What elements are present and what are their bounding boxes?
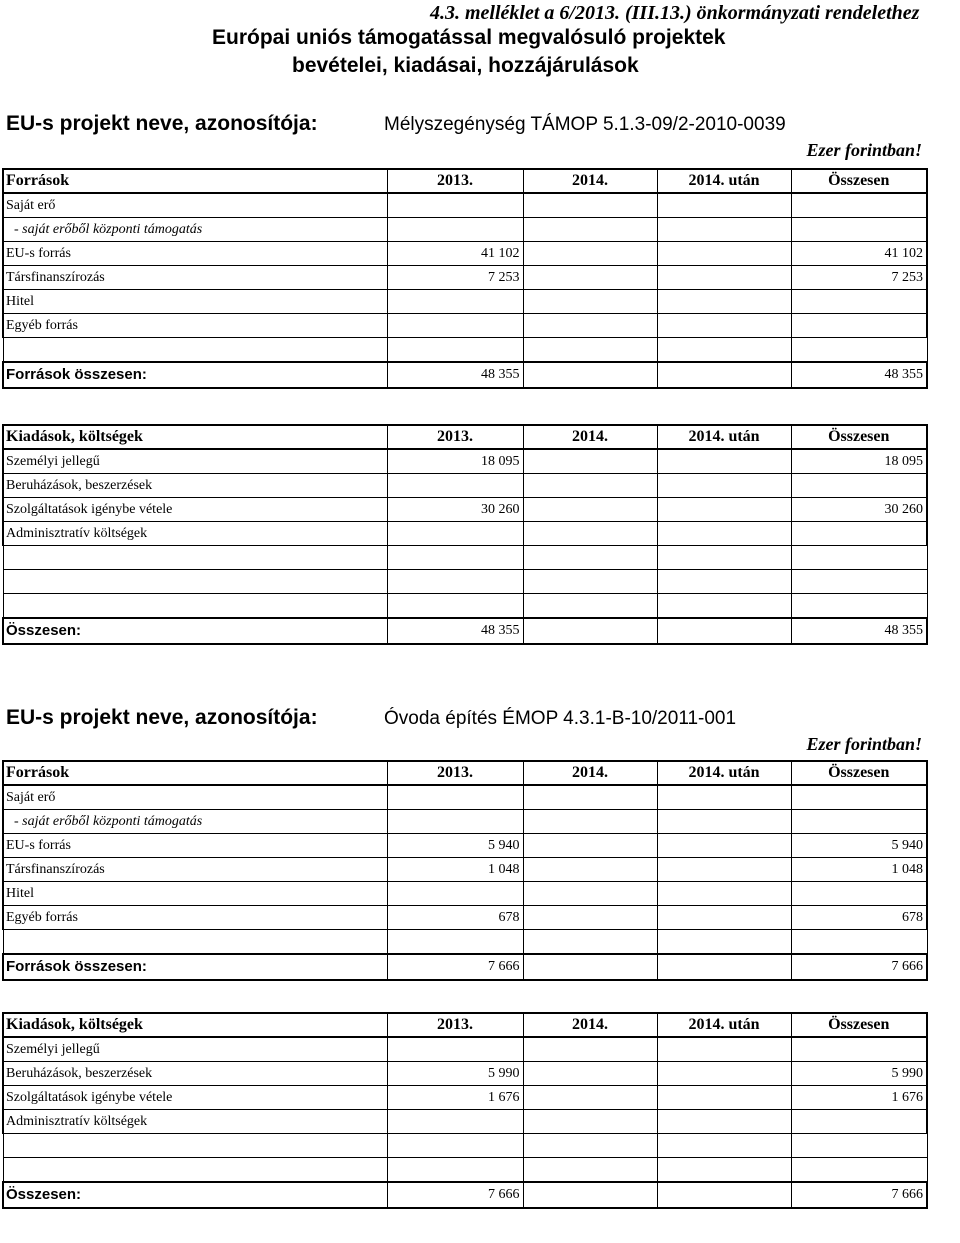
cell-2013: 1 676	[387, 1086, 523, 1110]
header-after-2014: 2014. után	[657, 425, 791, 449]
empty-row	[3, 1158, 927, 1183]
header-2014: 2014.	[523, 425, 657, 449]
cell-2013	[387, 522, 523, 546]
cell-total	[791, 785, 927, 810]
row-label: Hitel	[3, 882, 387, 906]
cell-2013: 30 260	[387, 498, 523, 522]
header-after-2014: 2014. után	[657, 169, 791, 193]
header-sources: Források	[3, 169, 387, 193]
cell-2013	[387, 1110, 523, 1134]
cell-total: 30 260	[791, 498, 927, 522]
cell-total	[791, 1037, 927, 1062]
cell-2013: 1 048	[387, 858, 523, 882]
header-2013: 2013.	[387, 761, 523, 785]
header-total: Összesen	[791, 1013, 927, 1037]
cell-total	[791, 1110, 927, 1134]
header-2013: 2013.	[387, 169, 523, 193]
row-label: Társfinanszírozás	[3, 858, 387, 882]
cell-total	[791, 218, 927, 242]
project-name: Mélyszegénység TÁMOP 5.1.3-09/2-2010-0039	[384, 114, 786, 135]
cell-total	[791, 193, 927, 218]
table-row	[3, 1062, 927, 1086]
cell-2013: 7 253	[387, 266, 523, 290]
header-after-2014: 2014. után	[657, 761, 791, 785]
cell-2013	[387, 474, 523, 498]
table-header-row	[3, 1013, 927, 1037]
project-1-expenses-table	[2, 424, 928, 645]
table-row	[3, 314, 927, 338]
row-label: Adminisztratív költségek	[3, 522, 387, 546]
currency-unit-note: Ezer forintban!	[806, 734, 922, 754]
header-total: Összesen	[791, 425, 927, 449]
empty-row	[3, 338, 927, 363]
sources-total-label: Források összesen:	[3, 362, 387, 388]
header-2014: 2014.	[523, 761, 657, 785]
table-header-row	[3, 169, 927, 193]
cell-2013: 48 355	[387, 618, 523, 644]
cell-total: 41 102	[791, 242, 927, 266]
header-2014: 2014.	[523, 1013, 657, 1037]
cell-2013	[387, 882, 523, 906]
table-row	[3, 1110, 927, 1134]
empty-row	[3, 1134, 927, 1158]
document-subtitle: bevételei, kiadásai, hozzájárulások	[292, 54, 639, 77]
cell-2013	[387, 785, 523, 810]
header-total: Összesen	[791, 169, 927, 193]
project-2-sources-table	[2, 760, 928, 981]
header-expenses: Kiadások, költségek	[3, 425, 387, 449]
expenses-total-row	[3, 618, 927, 644]
table-row	[3, 193, 927, 218]
cell-2013: 5 990	[387, 1062, 523, 1086]
currency-unit-note: Ezer forintban!	[806, 140, 922, 160]
table-row	[3, 834, 927, 858]
row-label: Társfinanszírozás	[3, 266, 387, 290]
row-label: Szolgáltatások igénybe vétele	[3, 1086, 387, 1110]
expenses-total-label: Összesen:	[3, 618, 387, 644]
project-label: EU-s projekt neve, azonosítója:	[6, 112, 318, 135]
cell-2013	[387, 218, 523, 242]
cell-total	[791, 522, 927, 546]
cell-total: 1 048	[791, 858, 927, 882]
header-2013: 2013.	[387, 1013, 523, 1037]
table-row	[3, 1037, 927, 1062]
cell-total	[791, 474, 927, 498]
empty-row	[3, 594, 927, 619]
row-label: - saját erőből központi támogatás	[3, 810, 387, 834]
sources-total-row	[3, 954, 927, 980]
row-label: EU-s forrás	[3, 242, 387, 266]
cell-2013: 41 102	[387, 242, 523, 266]
row-label: - saját erőből központi támogatás	[3, 218, 387, 242]
table-row	[3, 810, 927, 834]
expenses-total-label: Összesen:	[3, 1182, 387, 1208]
row-label: Egyéb forrás	[3, 314, 387, 338]
cell-total: 7 253	[791, 266, 927, 290]
project-2-expenses-table	[2, 1012, 928, 1209]
cell-2013: 48 355	[387, 362, 523, 388]
table-row	[3, 474, 927, 498]
cell-2013	[387, 314, 523, 338]
table-row	[3, 266, 927, 290]
cell-total: 1 676	[791, 1086, 927, 1110]
cell-2013: 7 666	[387, 954, 523, 980]
empty-row	[3, 546, 927, 570]
cell-total	[791, 810, 927, 834]
header-2014: 2014.	[523, 169, 657, 193]
header-2013: 2013.	[387, 425, 523, 449]
cell-total: 7 666	[791, 954, 927, 980]
project-label: EU-s projekt neve, azonosítója:	[6, 706, 318, 729]
row-label: Saját erő	[3, 785, 387, 810]
table-row	[3, 242, 927, 266]
project-name: Óvoda építés ÉMOP 4.3.1-B-10/2011-001	[384, 708, 737, 729]
cell-total: 5 940	[791, 834, 927, 858]
cell-2013: 18 095	[387, 449, 523, 474]
header-after-2014: 2014. után	[657, 1013, 791, 1037]
row-label: Saját erő	[3, 193, 387, 218]
cell-total	[791, 882, 927, 906]
empty-row	[3, 570, 927, 594]
row-label: Személyi jellegű	[3, 1037, 387, 1062]
table-row	[3, 858, 927, 882]
cell-2013: 678	[387, 906, 523, 930]
table-row	[3, 218, 927, 242]
cell-total: 5 990	[791, 1062, 927, 1086]
table-row	[3, 449, 927, 474]
cell-2013: 5 940	[387, 834, 523, 858]
table-row	[3, 785, 927, 810]
row-label: Hitel	[3, 290, 387, 314]
row-label: Beruházások, beszerzések	[3, 474, 387, 498]
header-expenses: Kiadások, költségek	[3, 1013, 387, 1037]
project-1-sources-table	[2, 168, 928, 389]
table-header-row	[3, 425, 927, 449]
cell-total: 7 666	[791, 1182, 927, 1208]
row-label: Szolgáltatások igénybe vétele	[3, 498, 387, 522]
cell-total: 48 355	[791, 618, 927, 644]
header-total: Összesen	[791, 761, 927, 785]
cell-2013: 7 666	[387, 1182, 523, 1208]
expenses-total-row	[3, 1182, 927, 1208]
cell-2013	[387, 1037, 523, 1062]
row-label: Beruházások, beszerzések	[3, 1062, 387, 1086]
table-row	[3, 1086, 927, 1110]
row-label: EU-s forrás	[3, 834, 387, 858]
header-sources: Források	[3, 761, 387, 785]
row-label: Adminisztratív költségek	[3, 1110, 387, 1134]
cell-total	[791, 290, 927, 314]
cell-total: 678	[791, 906, 927, 930]
cell-total	[791, 314, 927, 338]
empty-row	[3, 930, 927, 955]
table-row	[3, 906, 927, 930]
row-label: Személyi jellegű	[3, 449, 387, 474]
sources-total-label: Források összesen:	[3, 954, 387, 980]
row-label: Egyéb forrás	[3, 906, 387, 930]
table-row	[3, 290, 927, 314]
cell-2013	[387, 290, 523, 314]
table-header-row	[3, 761, 927, 785]
table-row	[3, 882, 927, 906]
document-title: Európai uniós támogatással megvalósuló projektek	[212, 26, 726, 49]
table-row	[3, 498, 927, 522]
sources-total-row	[3, 362, 927, 388]
cell-2013	[387, 193, 523, 218]
cell-2013	[387, 810, 523, 834]
cell-total: 48 355	[791, 362, 927, 388]
annex-reference: 4.3. melléklet a 6/2013. (III.13.) önkormányzati rendelethez	[430, 2, 920, 24]
table-row	[3, 522, 927, 546]
cell-total: 18 095	[791, 449, 927, 474]
